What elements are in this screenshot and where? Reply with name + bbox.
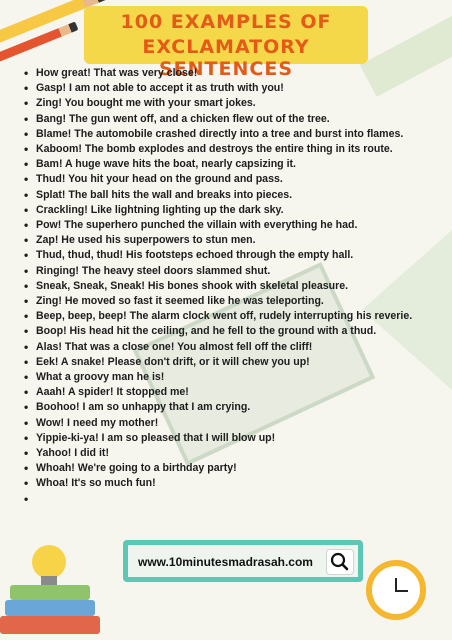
list-item: • Bang! The gun went off, and a chicken flew out of the tree. [24, 112, 438, 127]
list-item: • Whoa! It's so much fun! [24, 476, 438, 491]
list-item: • What a groovy man he is! [24, 370, 438, 385]
website-search-bar[interactable] [123, 540, 363, 582]
clock-hand [396, 590, 408, 592]
list-item: • Ringing! The heavy steel doors slammed shut. [24, 264, 438, 279]
list-item: • Gasp! I am not able to accept it as truth with you! [24, 81, 438, 96]
examples-list [24, 66, 438, 492]
list-item: • Thud! You hit your head on the ground and pass. [24, 172, 438, 187]
title-line-2: EXCLAMATORY SENTENCES [142, 36, 310, 80]
list-item: • Splat! The ball hits the wall and breaks into pieces. [24, 188, 438, 203]
list-item: • Zing! He moved so fast it seemed like he was teleporting. [24, 294, 438, 309]
title-line-1: 100 EXAMPLES OF [120, 11, 332, 33]
search-button[interactable] [326, 549, 354, 575]
list-item: • How great! That was very close! [24, 66, 438, 81]
list-item: • Boohoo! I am so unhappy that I am crying. [24, 400, 438, 415]
book-icon [5, 600, 95, 616]
list-item: • Blame! The automobile crashed directly into a tree and burst into flames. [24, 127, 438, 142]
list-item: • Yahoo! I did it! [24, 446, 438, 461]
list-item: • Wow! I need my mother! [24, 416, 438, 431]
website-url: www.10minutesmadrasah.com [138, 555, 313, 569]
list-item: • Thud, thud, thud! His footsteps echoed through the empty hall. [24, 248, 438, 263]
list-item: • Beep, beep, beep! The alarm clock went off, rudely interrupting his reverie. [24, 309, 438, 324]
list-item: • Pow! The superhero punched the villain with everything he had. [24, 218, 438, 233]
list-item: • Kaboom! The bomb explodes and destroys the entire thing in its route. [24, 142, 438, 157]
list-item: • Yippie-ki-ya! I am so pleased that I will blow up! [24, 431, 438, 446]
list-item: • Aaah! A spider! It stopped me! [24, 385, 438, 400]
search-icon [327, 550, 353, 574]
lightbulb-icon [32, 545, 66, 579]
book-icon [0, 616, 100, 634]
list-item: • Zap! He used his superpowers to stun men. [24, 233, 438, 248]
list-item: • Boop! His head hit the ceiling, and he fell to the ground with a thud. [24, 324, 438, 339]
list-item: • Sneak, Sneak, Sneak! His bones shook with skeletal pleasure. [24, 279, 438, 294]
list-item: • Whoah! We're going to a birthday party! [24, 461, 438, 476]
list-item: • Alas! That was a close one! You almost fell off the cliff! [24, 340, 438, 355]
book-icon [10, 585, 90, 600]
list-item: • Crackling! Like lightning lighting up the dark sky. [24, 203, 438, 218]
lightbulb-base [41, 576, 57, 585]
list-item: • Eek! A snake! Please don't drift, or it will chew you up! [24, 355, 438, 370]
list-item: • Zing! You bought me with your smart jokes. [24, 96, 438, 111]
list-item: • Bam! A huge wave hits the boat, nearly capsizing it. [24, 157, 438, 172]
